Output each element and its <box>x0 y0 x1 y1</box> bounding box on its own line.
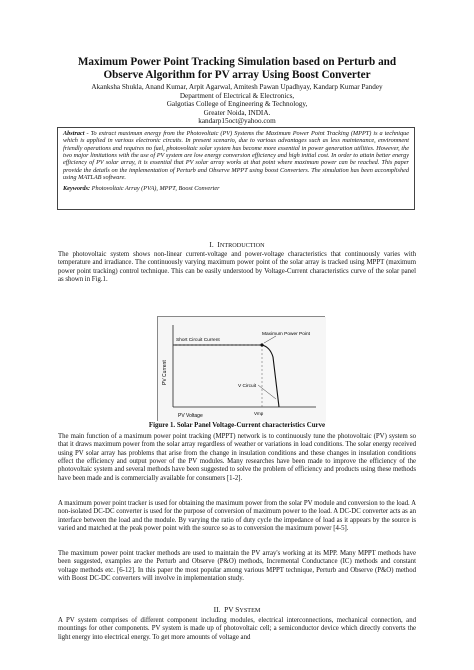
iv-curve-plot <box>158 317 326 422</box>
title-line-2: Observe Algorithm for PV array Using Boost Converter <box>103 69 371 81</box>
section-heading-pv-system <box>30 605 444 615</box>
section-title-rest: NTRODUCTION <box>219 242 265 249</box>
intro-paragraph-3: A maximum power point tracker is used for obtaining the maximum power from the solar PV module and conversion to the load. A non-isolated DC-DC converter is used for the purpose of conversion of maximum power to the load. A DC-DC converter acts as an interface between the load and the module. By varying the ratio of duty cycle the impedance of load as it appears by the source is varied and matched at the peak power point with the source so as to conversion the maximum power [4-5]. <box>58 500 416 533</box>
isc-label: Short Circuit Current <box>176 338 220 343</box>
section-title-first: I <box>217 240 220 249</box>
section-heading-introduction <box>30 240 444 250</box>
vmp-label: Vmp <box>254 411 264 416</box>
section-number: I. <box>209 240 214 249</box>
author-email[interactable]: kandarp15oct@yahoo.com <box>198 117 276 126</box>
section-number: II. <box>213 605 221 614</box>
author-names: Akanksha Shukla, Anand Kumar, Arpit Agarwal, Amitesh Pawan Upadhyay, Kandarp Kumar Pandey <box>91 83 383 91</box>
mpp-marker <box>260 343 263 346</box>
x-axis-label: PV Voltage <box>178 413 203 419</box>
keywords <box>63 185 409 192</box>
intro-paragraph-2: The main function of a maximum power point tracking (MPPT) network is to continuously tune the photovoltaic (PV) system so that it draws maximum power from the solar array regardless of weather or variations in load conditions. The solar energy received using PV solar array has problems that arise from the change in insulation conditions and these changes in insulation conditions effect the efficiency and output power of the PV modules. Many researches have been made to improve the efficiency of the photovoltaic system and several methods have been suggested to solve the problem of efficiency and products using these methods have been made and is commercially available for consumers [1-2]. <box>58 433 416 482</box>
author-department: Department of Electrical & Electronics, <box>179 91 295 100</box>
author-college: Galgotias College of Engineering & Technology, <box>166 100 308 109</box>
mpp-label: Maximum Power Point <box>262 332 310 337</box>
intro-paragraph-4: The maximum power point tracker methods are used to maintain the PV array's working at its MPP. Many MPPT methods have been suggested, examples are the Perturb and Observe (P&O) methods, Incremental Conductance (IC) methods and constant voltage methods etc. [6-12]. In this paper the most popular among various MPPT technique, Perturb and Observe (P&O) method with Boost DC-DC converters will involve in implementation study. <box>58 550 416 583</box>
abstract-box <box>57 127 415 210</box>
voc-label: V Circuit <box>238 384 257 389</box>
section-title-first: PV S <box>224 605 240 614</box>
figure-1 <box>157 316 325 421</box>
abstract-body: - To extract maximum energy from the Photovoltaic (PV) Systems the Maximum Power Point Tracking (MPPT) is a technique which is applied in various electronic circuits. In present scenario, due to various advantages such as less maintenance, environment friendly operations and requires no fuel, photovoltaic solar system has become more essential in power generation utilities. However, the two major limitations with the use of PV system are low energy conversion efficiency and high initial cost. In order to attain better energy efficiency of PV solar array, it is essential that PV solar array works at that point where maximum power can be reached. This paper provide the details on the implementation of Perturb and Observe MPPT using boost Converters. The simulation has been accomplished using MATLAB software. <box>63 130 409 182</box>
y-axis-label: PV Current <box>162 360 168 385</box>
keywords-label: Keywords: <box>63 185 91 193</box>
abstract-label: Abstract <box>63 130 85 137</box>
intro-paragraph-1: The photovoltaic system shows non-linear current-voltage and power-voltage characteristics that continuously varies with temperature and irradiance. The continuously varying maximum power point of the solar array is tracked using MPPT (maximum power point tracking) control technique. This can be easily understood by Voltage-Current characteristics curve of the solar panel as shown in Fig.1. <box>58 251 416 284</box>
section-title-rest: YSTEM <box>239 607 261 614</box>
keywords-body: Photovoltaic Array (PVA), MPPT, Boost Converter <box>90 185 220 193</box>
paper-title <box>30 56 444 82</box>
abstract-text <box>63 130 409 181</box>
author-block <box>30 83 444 126</box>
title-line-1: Maximum Power Point Tracking Simulation based on Perturb and <box>77 56 397 68</box>
figure-1-caption: Figure 1. Solar Panel Voltage-Current characteristics Curve <box>148 422 326 429</box>
pv-system-paragraph-1: A PV system comprises of different component including modules, electrical interconnections, mechanical connection, and mountings for other components. PV system is made up of photovoltaic cell; a semiconductor device which directly converts the light energy into electrical energy. To get more amounts of voltage and <box>58 617 416 641</box>
author-city: Greater Noida, INDIA. <box>203 108 271 117</box>
